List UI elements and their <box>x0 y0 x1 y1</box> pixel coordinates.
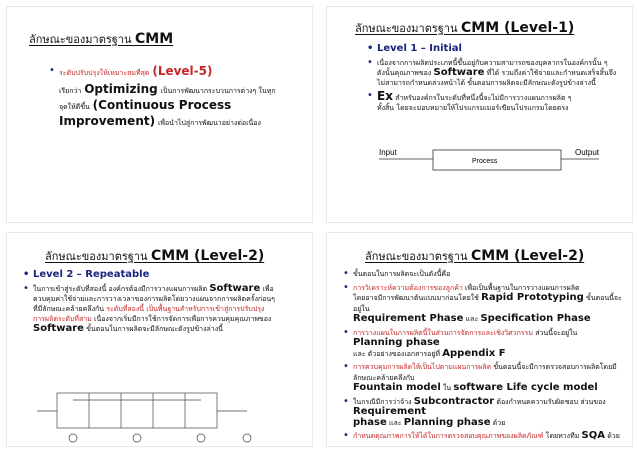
desc-line-2: ดังนั้นคุณภาพของ <box>377 69 432 77</box>
desc-line-1: ในการเข้าสู่ระดับที่สองนี้ องค์กรต้องมีการวางแผนการผลิต <box>33 285 208 293</box>
node-4 <box>243 434 251 442</box>
quality-end: ด้วย <box>607 432 620 440</box>
req-line-2-rest: ขั้นตอนนี้จะอยู่ใน <box>353 294 622 313</box>
slide-level-2-b <box>326 232 633 447</box>
bullet-quality <box>341 431 626 442</box>
continuous-process-term: (Continuous Process <box>92 98 232 112</box>
title-thai: ลักษณะของมาตรฐาน <box>355 22 458 35</box>
requirement-phase-term: Requirement Phase <box>353 313 464 324</box>
repeatable-diagram <box>7 233 312 446</box>
quality-text: กำหนดคุณภาพการให้ได้ในการตรวจสอบคุณภาพของผลิตภัณฑ์ <box>353 432 544 440</box>
specification-phase-term: Specification Phase <box>480 313 591 324</box>
desc-line-4-rest: เนื่องจากเริ่มมีการใช้การจัดการเพื่อการควบคุมคุณภาพของ <box>94 315 272 323</box>
rapid-prototyping-term: Rapid Prototyping <box>481 292 584 303</box>
title-cmm: CMM (Level-2) <box>471 248 585 264</box>
sub-text: ในกรณีมีการว่าจ้าง <box>353 397 412 406</box>
optimizing-term: Optimizing <box>84 82 158 96</box>
lifecycle-term: software Life cycle model <box>453 382 598 393</box>
desc-line-1: เนื่องจากการผลิตประเภทนี้ขึ้นอยู่กับความสามารถของบุคลากรในองค์กรนั้น ๆ <box>377 59 608 67</box>
input-label: Input <box>379 148 397 157</box>
control-in: ใน <box>442 384 452 392</box>
bullet-level-1: • Level 1 – Initial <box>365 43 627 55</box>
req-text-rest: เพื่อเป็นพื้นฐานในการวางแผนการผลิต <box>465 283 580 292</box>
control-text-rest: ขั้นตอนนี้จะมีการตรวจสอบการผลิตโดยมีลักษณะคล้ายคลึงกับ <box>353 363 617 382</box>
title-cmm: CMM <box>135 31 174 47</box>
desc-line-2: ควบคุมค่าใช้จ่ายและการวางเวลาของการผลิตโดยวางแผนจากการผลิตครั้งก่อนๆ <box>33 295 275 303</box>
bullet-planning <box>341 328 626 360</box>
node-3 <box>197 434 205 442</box>
control-text: การควบคุมการผลิตให้เป็นไปตามแผนการผลิต <box>353 363 492 371</box>
diagram-frame <box>57 393 217 428</box>
ex-line-1: สำหรับองค์กรในระดับที่หนึ่งนี้จะไม่มีการวางแผนการผลิต ๆ <box>395 94 572 102</box>
process-label: Process <box>472 158 498 165</box>
slide-level-1 <box>326 6 633 223</box>
planning-phase-term-2: Planning phase <box>403 416 491 428</box>
node-2 <box>133 434 141 442</box>
slide-title <box>365 247 584 265</box>
plan-text: การวางแผนในการผลิตนี้ในส่วนการจัดการและเชิงวิศวกรรม <box>353 328 533 337</box>
software-term: Software <box>209 283 261 294</box>
bullet-control <box>341 362 626 394</box>
sub-and: และ <box>389 418 402 427</box>
phase-term: phase <box>353 416 387 428</box>
req-line-2: โดยอาจมีการพัฒนาต้นแบบมาก่อนโดยใช้ <box>353 294 479 302</box>
sub-end: ด้วย <box>492 418 506 427</box>
software-term-2: Software <box>33 323 84 334</box>
fountain-model-term: Fountain model <box>353 382 441 393</box>
process-diagram <box>327 7 632 222</box>
plan-line-2: และ ตัวอย่างของเอกสารอยู่ที่ <box>353 349 441 358</box>
title-thai: ลักษณะของมาตรฐาน <box>45 250 148 263</box>
ex-term: Ex <box>377 89 393 103</box>
software-term: Software <box>433 67 485 78</box>
req-and: และ <box>465 315 479 323</box>
slide-title <box>29 30 173 48</box>
bullet-requirements <box>341 283 626 325</box>
slide-level-5 <box>6 6 313 223</box>
line-2-rest: เป็นการพัฒนากระบวนการต่างๆ ในทุก <box>160 87 276 95</box>
sqa-term: SQA <box>581 430 605 441</box>
slide-body <box>341 269 626 445</box>
bullet-level-5 <box>47 65 302 79</box>
quality-text-rest: โดยทางทีม <box>545 432 580 440</box>
subcontractor-term: Subcontractor <box>413 395 495 407</box>
line-4-rest: เพื่อนำไปสู่การพัฒนาอย่างต่อเนื่อง <box>157 119 261 127</box>
planning-phase-term: Planning phase <box>353 337 440 348</box>
desc-line-3-rest: ระดับที่สองนี้ เป็นพื้นฐานสำหรับการเข้าสู่การปรับปรุง <box>106 305 265 313</box>
bullet-level: (Level-5) <box>152 64 213 78</box>
output-label: Output <box>575 148 600 157</box>
desc-line-4: การผลิตระดับที่สาม <box>33 315 92 323</box>
desc-line-3: ไม่สามารถกำหนดล่วงหน้าได้ ขั้นตอนการผลิตจะมีลักษณะดังรูปข้างล่างนี้ <box>377 79 596 87</box>
appendix-term: Appendix F <box>442 347 506 359</box>
title-cmm: CMM (Level-1) <box>461 20 575 36</box>
plan-text-rest: ส่วนนี้จะอยู่ใน <box>535 328 578 337</box>
line-3-text: จุดให้ดีขึ้น <box>59 103 90 111</box>
slide-level-2-a <box>6 232 313 447</box>
improvement-term: Improvement) <box>59 114 156 128</box>
bullet-steps-intro: • ขั้นตอนในการผลิตจะเป็นดังนี้คือ <box>341 269 626 280</box>
desc-line-2-rest: ที่ได้ รวมถึงค่าใช้จ่ายและกำหนดเสร็จสิ้นจึง <box>486 69 617 77</box>
desc-line-5: ขั้นตอนในการผลิตจะมีลักษณะดังรูปข้างล่างนี้ <box>86 325 223 333</box>
desc-line-1-rest: เพื่อ <box>262 285 274 293</box>
ex-line-2: ทั้งสิ้น โดยจะมอบหมายให้โปรแกรมเมอร์เขียนโปรแกรมโดยตรง <box>377 104 569 112</box>
slide-body <box>47 65 302 130</box>
line-2-text: เรียกว่า <box>59 87 82 95</box>
bullet-text: ระดับปรับปรุงให้เหมาะสมที่สุด <box>59 69 150 77</box>
sub-text-rest: ต้องกำหนดความรับผิดชอบ ส่วนของ <box>496 397 606 406</box>
req-text: การวิเคราะห์ความต้องการของลูกค้า <box>353 283 463 292</box>
requirement-term: Requirement <box>353 406 427 417</box>
desc-line-3: ที่มีลักษณะคล้ายคลึงกัน <box>33 305 105 313</box>
title-thai: ลักษณะของมาตรฐาน <box>365 250 468 263</box>
bullet-subcontract <box>341 397 626 429</box>
node-1 <box>69 434 77 442</box>
title-thai: ลักษณะของมาตรฐาน <box>29 33 132 46</box>
bullet-level-2: • Level 2 – Repeatable <box>21 269 306 281</box>
title-cmm: CMM (Level-2) <box>151 248 265 264</box>
